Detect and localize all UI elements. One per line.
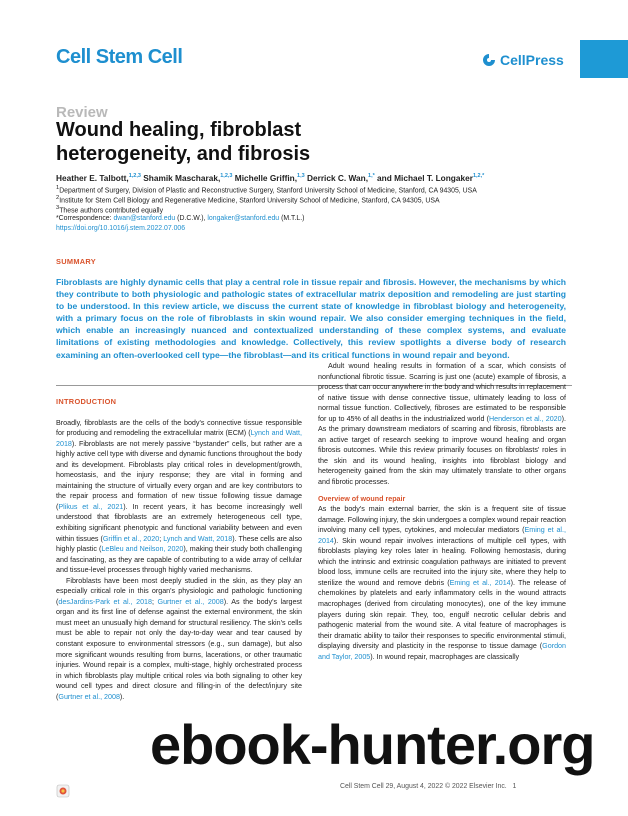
right-column xyxy=(318,361,566,662)
paragraph-text: ). In recent years, it has become increasingly well understood that fibroblasts are an extremely heterogeneous cell type, exhibiting significant phenotypic and functional variability between and even within tissues ( xyxy=(56,502,302,543)
citation-link[interactable]: Griffin et al., 2020 xyxy=(102,534,160,543)
doi-link[interactable]: https://doi.org/10.1016/j.stem.2022.07.006 xyxy=(56,225,186,232)
citation-link[interactable]: Henderson et al., 2020 xyxy=(488,414,562,423)
paragraph-text: Adult wound healing results in formation of a scar, which consists of nonfunctional fibrotic tissue. Scarring is just one (acute) example of fibrosis, a process that can occur anywhere in the body and which results in replacement of native tissue with dense connective tissue, ultimately leading to loss of normal tissue function. Collectively, fibroses are estimated to be responsible for up to 45% of all deaths in the industrialized world ( xyxy=(318,362,566,423)
wound-repair-subheading: Overview of wound repair xyxy=(318,494,406,503)
citation-link[interactable]: desJardins-Park et al., 2018 xyxy=(58,597,152,606)
citation-link[interactable]: Gordon and Taylor, 2005 xyxy=(318,642,566,661)
paragraph-text: ), making their study both challenging and fascinating, as they are capable of contributing to a wide array of cellular and tissue-level processes through highly varied mechanisms. xyxy=(56,545,302,575)
watermark: ebook-hunter.org xyxy=(150,713,595,776)
paragraph-text: ). The release of chemokines by platelets and early inflammatory cells in the wound attracts macrophages (derived from circulating monocytes), one of the key immune players during skin repair. They, too, engulf necrotic cellular debris and pathogenic material from the wound site. A vital feature of macrophages is their dramatic ability to tailor their responses to specific environmental stimuli, displaying diversity and plasticity in the response to tissue damage ( xyxy=(318,578,566,651)
author-name: and Michael T. Longaker xyxy=(374,173,473,183)
paragraph-text: ; xyxy=(151,597,158,606)
citation-link[interactable]: Plikus et al., 2021 xyxy=(58,502,124,511)
correspondence: *Correspondence: dwan@stanford.edu (D.C.W.), longaker@stanford.edu (M.T.L.) xyxy=(56,215,305,222)
author-list xyxy=(56,173,484,183)
author-affiliation-marker: 1,2,3 xyxy=(220,173,233,180)
paragraph-text: ). Fibroblasts are not merely passive “bystander” cells, but rather are a highly active cell type with diverse and dynamic functions throughout the body and its development. Fibroblasts play critical roles in development/growth, homeostasis, and the injury response; they are vital in forming and maintaining the structure of virtually every organ and are key contributors to the repair process and formation of new tissue following tissue damage ( xyxy=(56,439,302,511)
author-name: Derrick C. Wan, xyxy=(304,173,369,183)
paragraph-text: ). Skin wound repair involves interactions of multiple cell types, with fibroblasts playing key roles later in healing. Following hemostasis, during which the intrinsic and extrinsic coagulation pathways are initiated to prevent blood loss, immune cells are recruited into the injury site, where they help to sterilize the wound and remove debris ( xyxy=(318,536,566,587)
citation-link[interactable]: Lynch and Watt, 2018 xyxy=(56,429,302,448)
paragraph-text: ). xyxy=(119,692,125,701)
publisher-logo xyxy=(482,52,564,68)
email-link-longaker[interactable]: longaker@stanford.edu xyxy=(207,215,280,222)
wound-repair-paragraph xyxy=(318,504,566,662)
article-type: Review xyxy=(56,104,108,121)
paragraph-text: ). As the primary downstream mediators of scarring and fibrosis, fibroblasts are an active target of research seeking to improve wound healing and organ fibrosis outcomes. While this review primarily focuses on fibroblasts' roles in the skin and its wound healing, insights into fibroblast biology and heterogeneity gained from the skin may ultimately translate to other organs and fibrotic processes. xyxy=(318,414,566,487)
page-footer: Cell Stem Cell 29, August 4, 2022 © 2022 Elsevier Inc. 1 xyxy=(340,783,517,790)
title-line-1: Wound healing, fibroblast xyxy=(56,119,302,141)
author-affiliation-marker: 1,2,3 xyxy=(128,173,141,180)
journal-name: Cell Stem Cell xyxy=(56,46,183,68)
author-name: Michelle Griffin, xyxy=(232,173,298,183)
affiliation-3: $^3$These authors contributed equally xyxy=(56,205,164,215)
paragraph-text: Fibroblasts have been most deeply studied in the skin, as they play an especially critical role in this organ's physiologic and pathologic functioning ( xyxy=(56,576,302,606)
citation-link[interactable]: Eming et al., 2014 xyxy=(318,526,566,545)
title-line-2: heterogeneity, and fibrosis xyxy=(56,143,311,165)
intro-paragraph-1 xyxy=(56,418,302,576)
intro-paragraph-2 xyxy=(56,576,302,703)
left-column xyxy=(56,397,302,702)
citation-link[interactable]: Lynch and Watt, 2018 xyxy=(163,534,233,543)
affiliation-2: $^2$Institute for Stem Cell Biology and Regenerative Medicine, Stanford University School of Medicine, Stanford, CA 94305, USA xyxy=(56,195,440,205)
publisher-name: CellPress xyxy=(500,52,564,68)
introduction-heading: INTRODUCTION xyxy=(56,397,117,406)
check-for-updates-icon[interactable] xyxy=(56,784,70,798)
author-affiliation-marker: 1,* xyxy=(368,173,375,180)
paragraph-text: ). In wound repair, macrophages are classically xyxy=(370,652,520,661)
page-number: 1 xyxy=(512,783,517,790)
paragraph-text: As the body's main external barrier, the skin is a frequent site of tissue damage. Following injury, the skin undergoes a complex wound repair reaction involving many cell types, cytokines, and molecular mediators ( xyxy=(318,505,566,535)
paragraph-text: Broadly, fibroblasts are the cells of the body's connective tissue responsible for producing and remodeling the extracellular matrix (ECM) ( xyxy=(56,418,302,438)
citation-link[interactable]: Gurtner et al., 2008 xyxy=(157,597,224,606)
cellpress-logo-icon xyxy=(482,53,496,67)
citation-link[interactable]: Gurtner et al., 2008 xyxy=(58,692,120,701)
paragraph-text: ; xyxy=(159,534,164,543)
email-link-wan[interactable]: dwan@stanford.edu xyxy=(113,215,176,222)
author-name: Heather E. Talbott, xyxy=(56,173,129,183)
author-affiliation-marker: 1,3 xyxy=(297,173,305,180)
author-affiliation-marker: 1,2,* xyxy=(472,173,485,180)
citation-link[interactable]: LeBleu and Neilson, 2020 xyxy=(101,545,184,554)
citation-link[interactable]: Eming et al., 2014 xyxy=(449,578,511,587)
scar-paragraph xyxy=(318,361,566,488)
paragraph-text: ). These cells are also highly plastic ( xyxy=(56,534,303,554)
author-name: Shamik Mascharak, xyxy=(140,173,221,183)
article-title xyxy=(56,118,476,166)
summary-text: Fibroblasts are highly dynamic cells that play a central role in tissue repair and fibrosis. However, the mechanisms by which they contribute to both physiologic and pathologic states of extracellular matrix deposition and remodeling are just starting to be understood. In this review article, we discuss the current state of knowledge in fibroblast biology and heterogeneity, with a primary focus on the role of fibroblasts in skin wound repair. We also consider emerging techniques in the field, which enable an increasingly nuanced and contextualized understanding of these complex systems, and evaluate limitations of existing methodologies and knowledge. Collectively, this review spotlights a diverse body of research examining an often-overlooked cell type—the fibroblast—and its critical functions in wound repair and beyond. xyxy=(56,277,566,360)
paragraph-text: ). As the body's largest organ and its first line of defense against the external environment, the skin must meet an unusually high demand for structural resiliency. The skin's cells must be able to repair not only the day-to-day wear and tear caused by constant exposure to environmental stressors (e.g., sun damage), but also more significant wounds resulting from burns, lacerations, or other traumatic injuries. Wound repair is a complex, multi-stage, highly orchestrated process in which fibroblasts play multiple critical roles via both signaling to other key wound cell types and direct closure and filling-in of the defect/injury site ( xyxy=(56,597,302,701)
affiliation-1: $^1$Department of Surgery, Division of Plastic and Reconstructive Surgery, Stanford University School of Medicine, Stanford, CA 94305, USA xyxy=(56,185,477,195)
header-accent-block xyxy=(580,40,628,78)
summary-heading: SUMMARY xyxy=(56,257,97,266)
